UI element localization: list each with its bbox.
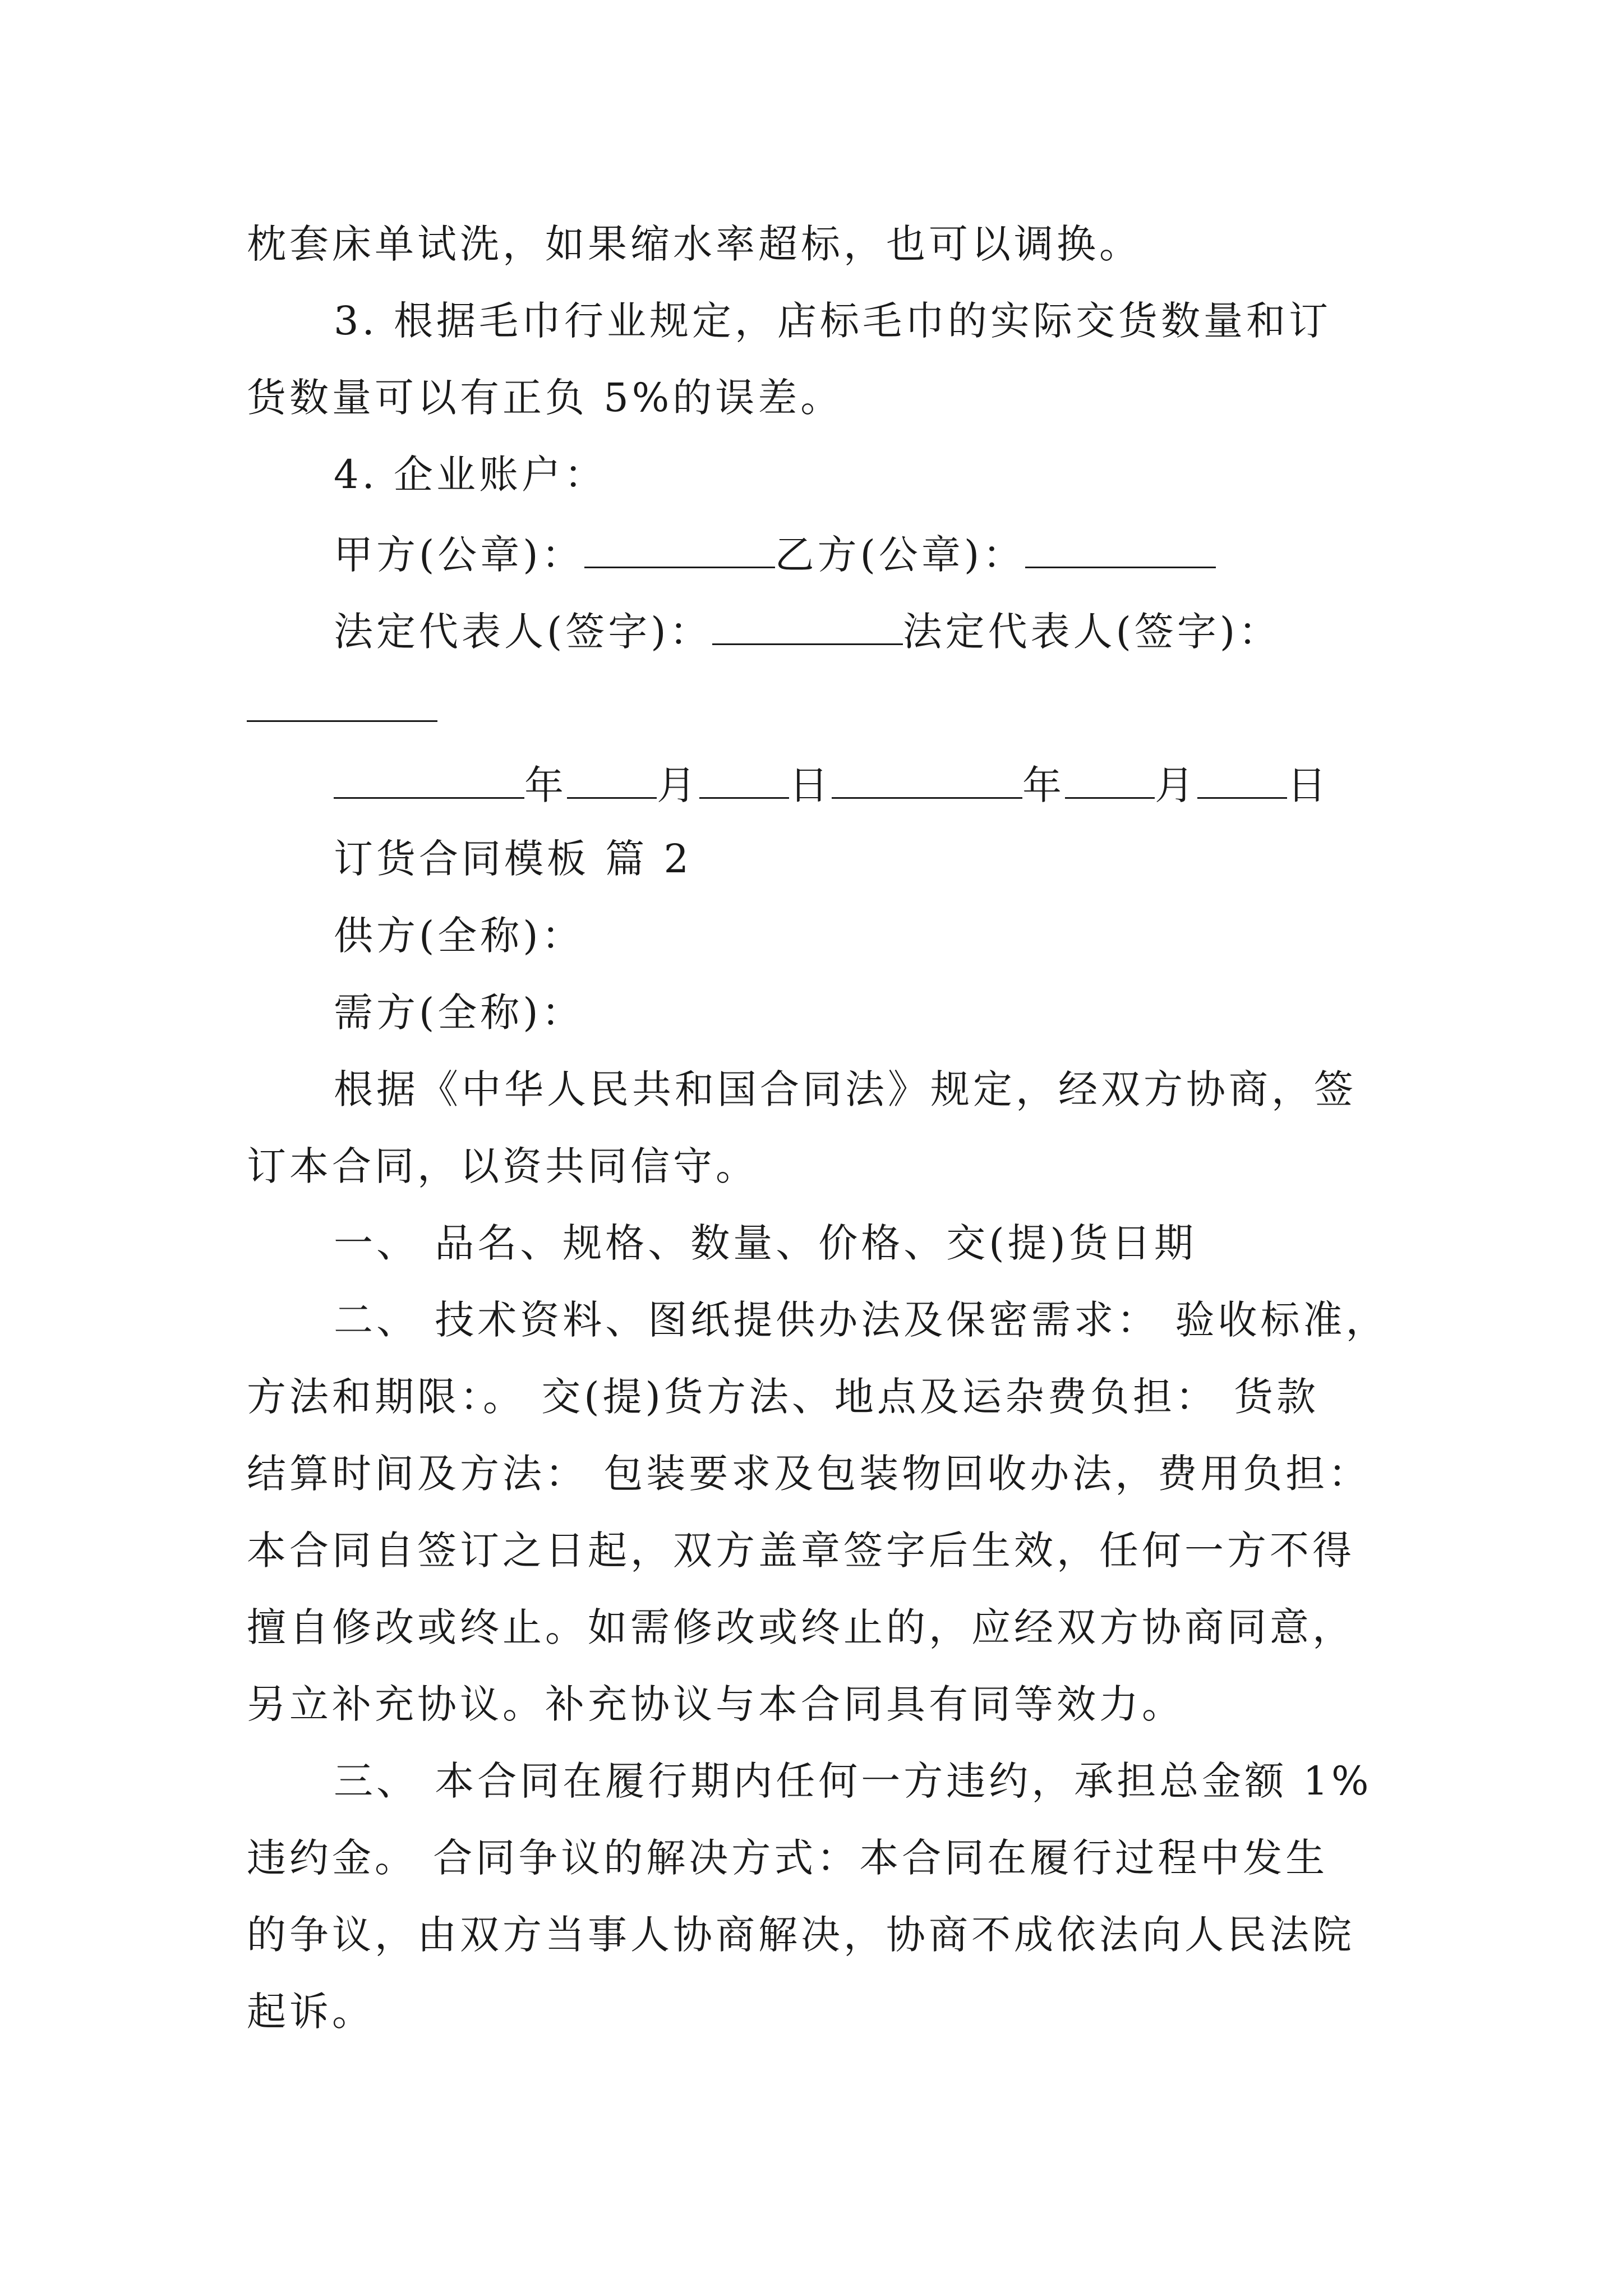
text-line: 货数量可以有正负 5%的误差。 <box>247 375 843 421</box>
month-a-label: 月 <box>657 762 699 808</box>
month-a-blank[interactable] <box>567 762 657 799</box>
text-line: 方法和期限：。 交(提)货方法、地点及运杂费负担： 货款 <box>247 1374 1320 1420</box>
text-line: 3. 根据毛巾行业规定，店标毛巾的实际交货数量和订 <box>334 298 1332 344</box>
text-line: 一、 品名、规格、数量、价格、交(提)货日期 <box>334 1220 1197 1266</box>
text-line: 另立补充协议。补充协议与本合同具有同等效力。 <box>247 1681 1184 1727</box>
year-b-label: 年 <box>1022 762 1065 808</box>
text-line: 需方(全称)： <box>334 990 584 1036</box>
section-title: 订货合同模板 篇 2 <box>334 836 693 882</box>
day-b-label: 日 <box>1287 762 1330 808</box>
year-a-label: 年 <box>524 762 567 808</box>
text-line: 结算时间及方法： 包装要求及包装物回收办法，费用负担： <box>247 1451 1371 1497</box>
text-line: 起诉。 <box>247 1989 375 2035</box>
rep-b-signature-blank[interactable] <box>247 685 437 722</box>
party-a-seal-label: 甲方(公章)： <box>334 532 584 578</box>
text-line: 擅自修改或终止。如需修改或终止的，应经双方协商同意， <box>247 1604 1355 1650</box>
month-b-blank[interactable] <box>1065 762 1155 799</box>
rep-a-label: 法定代表人(签字)： <box>334 609 712 655</box>
day-a-label: 日 <box>789 762 832 808</box>
text-line: 三、 本合同在履行期内任何一方违约，承担总金额 1% <box>334 1758 1372 1804</box>
text-line: 订本合同，以资共同信守。 <box>247 1143 758 1189</box>
rep-b-signature-blank-line <box>247 685 437 728</box>
rep-b-label: 法定代表人(签字)： <box>902 609 1281 655</box>
date-line <box>334 762 1330 808</box>
party-b-seal-label: 乙方(公章)： <box>774 532 1026 578</box>
seal-line <box>334 532 1216 578</box>
party-a-seal-blank[interactable] <box>584 532 775 568</box>
text-line: 供方(全称)： <box>334 913 584 959</box>
text-line: 4. 企业账户： <box>334 452 607 498</box>
representative-line <box>334 609 1281 655</box>
day-b-blank[interactable] <box>1197 762 1287 799</box>
text-line: 根据《中华人民共和国合同法》规定，经双方协商，签 <box>334 1066 1357 1112</box>
month-b-label: 月 <box>1155 762 1197 808</box>
text-line: 二、 技术资料、图纸提供办法及保密需求： 验收标准， <box>334 1297 1389 1343</box>
text-line: 的争议，由双方当事人协商解决，协商不成依法向人民法院 <box>247 1912 1355 1958</box>
year-b-blank[interactable] <box>832 762 1022 799</box>
rep-a-signature-blank[interactable] <box>712 609 903 645</box>
text-line: 本合同自签订之日起，双方盖章签字后生效，任何一方不得 <box>247 1527 1355 1573</box>
party-b-seal-blank[interactable] <box>1025 532 1216 568</box>
text-line: 违约金。 合同争议的解决方式：本合同在履行过程中发生 <box>247 1835 1329 1881</box>
year-a-blank[interactable] <box>334 762 524 799</box>
day-a-blank[interactable] <box>699 762 789 799</box>
text-line: 枕套床单试洗，如果缩水率超标，也可以调换。 <box>247 221 1142 267</box>
